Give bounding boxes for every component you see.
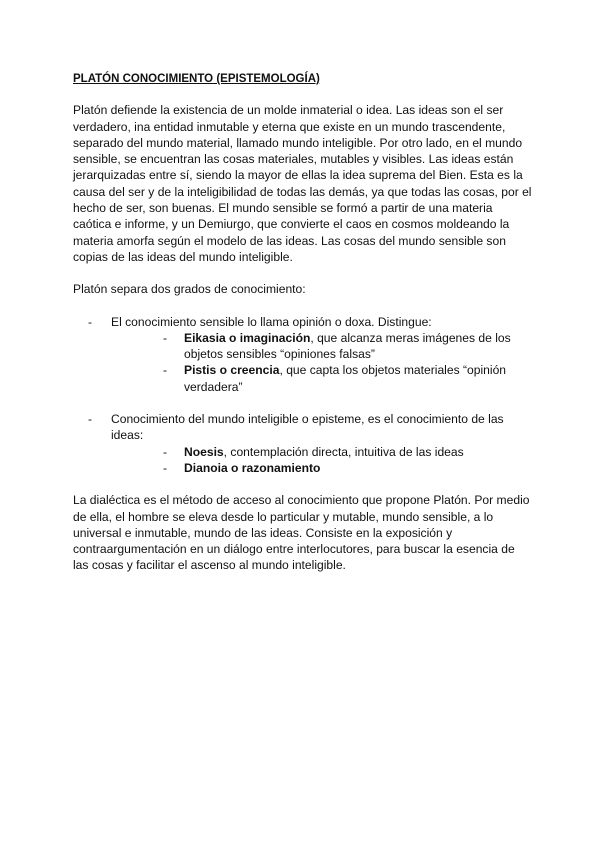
list-item-text: Conocimiento del mundo inteligible o episteme, es el conocimiento de las ideas:: [111, 412, 504, 443]
document-title: PLATÓN CONOCIMIENTO (EPISTEMOLOGÍA): [73, 73, 320, 85]
term-description: , contemplación directa, intuitiva de las ideas: [223, 444, 464, 459]
term-bold: Dianoia o razonamiento: [184, 460, 321, 475]
sublist-item-pistis: [111, 362, 533, 395]
sublist-inteligible: [111, 444, 533, 477]
paragraph-ideas: Platón defiende la existencia de un molde inmaterial o idea. Las ideas son el ser verdadero, ina entidad inmutable y eterna que existe en un mundo trascendente, separado del mundo material, llamado mundo inteligible. Por otro lado, en el mundo sensible, se encuentran las cosas materiales, mutables y visibles. Las ideas están jerarquizadas entre sí, siendo la mayor de ellas la idea suprema del Bien. Esta es la causa del ser y de la inteligibilidad de todas las demás, ya que todas las cosas, por el hecho de ser, son buenas. El mundo sensible se formó a partir de una materia caótica e informe, y un Demiurgo, que convierte el caos en cosmos moldeando la materia amorfa según el modelo de las ideas. Las cosas del mundo sensible son copias de las ideas del mundo inteligible.: [73, 103, 532, 264]
list-item-text: El conocimiento sensible lo llama opinión o doxa. Distingue:: [111, 314, 432, 329]
sublist-sensible: [111, 330, 533, 395]
paragraph-dialectica: La dialéctica es el método de acceso al conocimiento que propone Platón. Por medio de ella, el hombre se eleva desde lo particular y mutable, mundo sensible, a lo universal e inmutable, mundo de las ideas. Consiste en la exposición y contraargumentación en un diálogo entre interlocutores, para buscar la esencia de las cosas y facilitar el ascenso al mundo inteligible.: [73, 493, 530, 573]
term-description: , que capta los objetos materiales “opinión verdadera”: [184, 363, 507, 394]
paragraph-grados: Platón separa dos grados de conocimiento:: [73, 282, 306, 297]
sublist-item-eikasia: [111, 330, 533, 363]
list-item-inteligible: [73, 411, 533, 476]
list-item-sensible: [73, 314, 533, 395]
term-bold: Noesis: [184, 444, 224, 459]
sublist-item-noesis: [111, 444, 533, 460]
term-bold: Pistis o creencia: [184, 363, 280, 378]
term-bold: Eikasia o imaginación: [184, 330, 311, 345]
term-description: , que alcanza meras imágenes de los objetos sensibles “opiniones falsas”: [184, 330, 511, 362]
knowledge-list: [73, 314, 533, 477]
document-body: [73, 71, 533, 590]
sublist-item-dianoia: [111, 460, 533, 476]
